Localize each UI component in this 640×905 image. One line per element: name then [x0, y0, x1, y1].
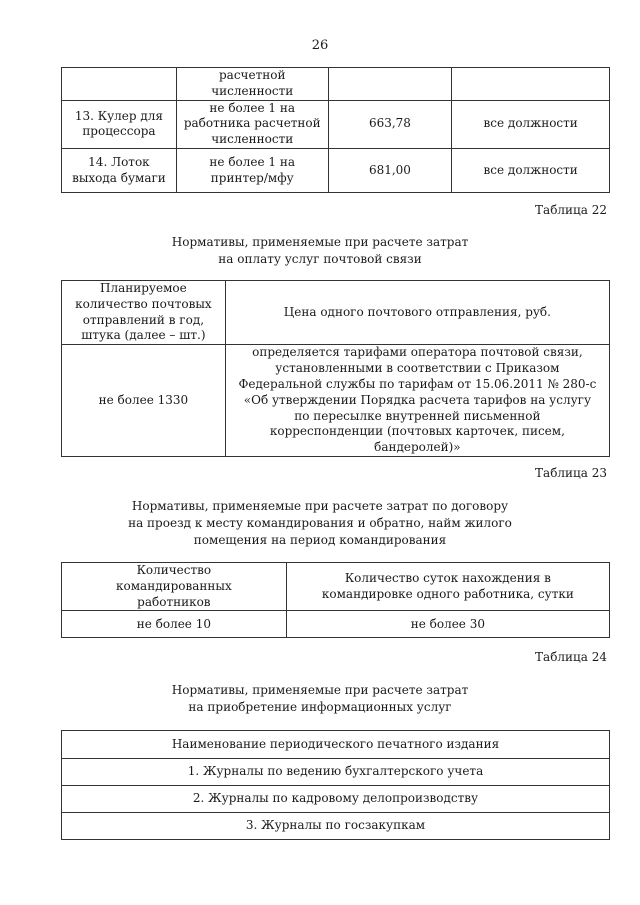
table-row: [62, 68, 610, 101]
table-cell: 13. Кулер для процессора: [62, 100, 177, 148]
table-row: [62, 345, 610, 457]
table-caption: Таблица 23: [535, 466, 607, 480]
header-cell: Количество командированных работников: [62, 563, 287, 611]
table-cell: 14. Лоток выхода бумаги: [62, 149, 177, 193]
table-header-row: [62, 563, 610, 611]
page-number: 26: [311, 38, 329, 53]
table-cell: не более 10: [62, 611, 287, 638]
table-cell: [62, 68, 177, 101]
travel-table: [61, 562, 610, 638]
table-cell: не более 30: [286, 611, 609, 638]
table-cell: 663,78: [328, 100, 452, 148]
table-row: [62, 813, 610, 840]
table-cell: [328, 68, 452, 101]
table-row: [62, 786, 610, 813]
publications-table: [61, 730, 610, 840]
table-cell: расчетной численности: [176, 68, 328, 101]
table-cell: не более 1330: [62, 345, 226, 457]
postal-table: [61, 280, 610, 457]
table-cell: 681,00: [328, 149, 452, 193]
table-heading: Нормативы, применяемые при расчете затрат на приобретение информационных услуг: [171, 683, 469, 714]
table-header-row: [62, 281, 610, 345]
header-cell: Количество суток нахождения в командировке одного работника, сутки: [286, 563, 609, 611]
table-caption: Таблица 22: [535, 203, 607, 217]
table-cell: определяется тарифами оператора почтовой связи, установленными в соответствии с Приказом Федеральной службы по тарифам от 15.06.2011 № 280-с «Об утверждении Порядка расчета тарифов на услугу по пересылке внутренней письменной корреспонденции (почтовых карточек, писем, бандеролей)»: [225, 345, 609, 457]
table-heading: Нормативы, применяемые при расчете затрат по договору на проезд к месту командирования и обратно, найм жилого помещения на период командирования: [128, 499, 512, 547]
table-heading: Нормативы, применяемые при расчете затрат на оплату услуг почтовой связи: [171, 235, 469, 266]
table-cell: 1. Журналы по ведению бухгалтерского учета: [62, 759, 610, 786]
table-caption: Таблица 24: [535, 650, 607, 664]
table-cell: не более 1 на принтер/мфу: [176, 149, 328, 193]
table-row: [62, 100, 610, 148]
table-cell: не более 1 на работника расчетной численности: [176, 100, 328, 148]
table-cell: 3. Журналы по госзакупкам: [62, 813, 610, 840]
table-row: [62, 149, 610, 193]
table-row: [62, 611, 610, 638]
continued-table: [61, 67, 610, 193]
table-cell: все должности: [452, 100, 610, 148]
table-cell: все должности: [452, 149, 610, 193]
header-cell: Наименование периодического печатного издания: [62, 731, 610, 759]
table-cell: 2. Журналы по кадровому делопроизводству: [62, 786, 610, 813]
table-header-row: [62, 731, 610, 759]
header-cell: Цена одного почтового отправления, руб.: [225, 281, 609, 345]
table-row: [62, 759, 610, 786]
header-cell: Планируемое количество почтовых отправлений в год, штука (далее – шт.): [62, 281, 226, 345]
table-cell: [452, 68, 610, 101]
